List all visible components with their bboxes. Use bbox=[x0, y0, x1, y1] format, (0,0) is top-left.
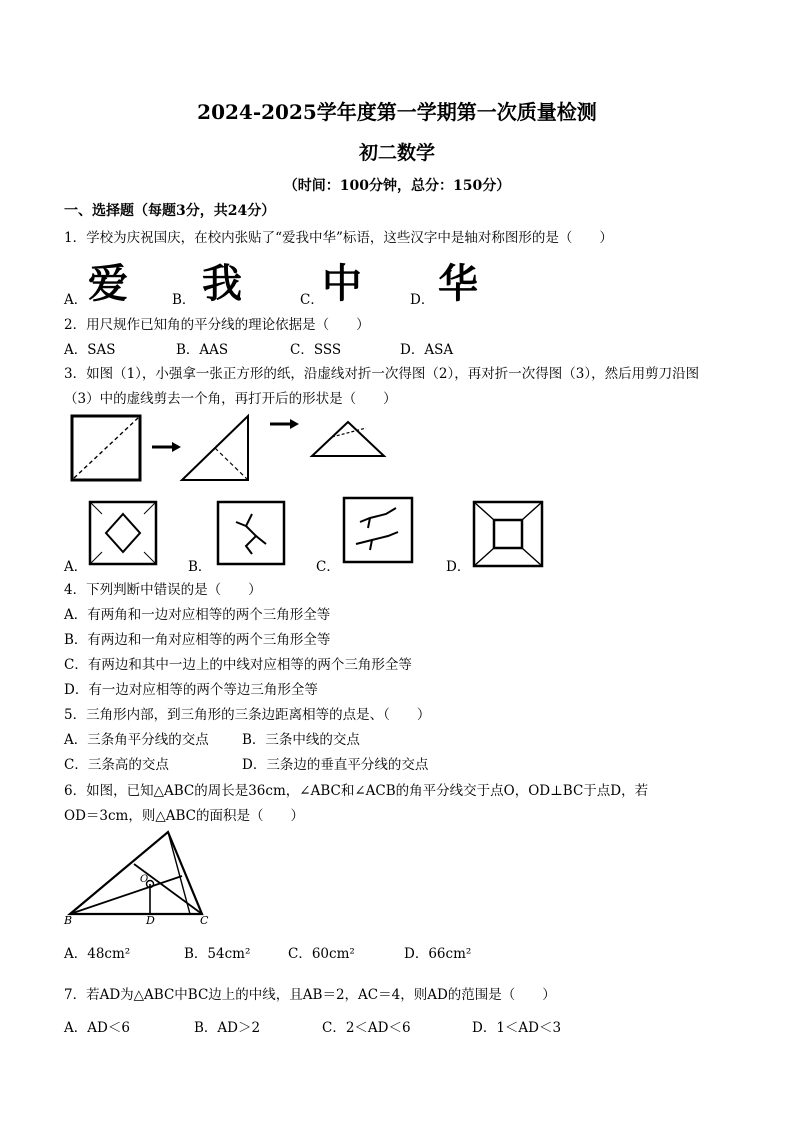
label-c: C bbox=[200, 914, 209, 926]
q4-option-d: D．有一边对应相等的两个等边三角形全等 bbox=[64, 682, 318, 698]
question-3-stem-line2: （3）中的虚线剪去一个角，再打开后的形状是（ ） bbox=[64, 391, 397, 407]
q2-option-d: D．ASA bbox=[400, 342, 454, 358]
exam-subject: 初二数学 bbox=[358, 142, 435, 164]
q1-option-d-label: D． bbox=[410, 292, 435, 308]
q7-option-d: D．1＜AD＜3 bbox=[472, 1020, 562, 1036]
q5-option-a: A．三条角平分线的交点 bbox=[64, 732, 209, 748]
question-6-stem-line1: 6．如图，已知△ABC的周长是36cm，∠ABC和∠ACB的角平分线交于点O，OD⊥BC于点D，若 bbox=[64, 783, 649, 799]
exam-meta: （时间：100分钟，总分：150分） bbox=[283, 178, 511, 194]
q3-option-a-figure bbox=[88, 500, 158, 566]
q7-option-a: A．AD＜6 bbox=[64, 1020, 130, 1036]
q3-option-b-label: B． bbox=[188, 559, 212, 575]
fold-figure-2 bbox=[178, 412, 254, 484]
exam-title: 2024-2025学年度第一学期第一次质量检测 bbox=[197, 100, 597, 124]
q3-option-a-label: A． bbox=[64, 559, 88, 575]
q3-option-c-figure bbox=[342, 496, 414, 564]
q4-option-c: C．有两边和其中一边上的中线对应相等的两个三角形全等 bbox=[64, 657, 412, 673]
fold-figure-1 bbox=[70, 414, 142, 482]
q1-option-c-char: 中 bbox=[322, 261, 362, 307]
q6-option-b: B．54cm² bbox=[184, 946, 251, 962]
question-2-stem: 2．用尺规作已知角的平分线的理论依据是（ ） bbox=[64, 317, 370, 333]
question-7-stem: 7．若AD为△ABC中BC边上的中线，且AB＝2，AC＝4，则AD的范围是（ ） bbox=[64, 987, 556, 1003]
section-heading: 一、选择题（每题3分，共24分） bbox=[64, 203, 276, 219]
q1-option-c-label: C． bbox=[300, 292, 324, 308]
q2-option-b: B．AAS bbox=[176, 342, 229, 358]
q2-option-a: A．SAS bbox=[64, 342, 116, 358]
q3-option-d-label: D． bbox=[446, 559, 471, 575]
q1-option-b-char: 我 bbox=[202, 261, 242, 307]
q3-option-d-figure bbox=[472, 500, 544, 568]
label-b: B bbox=[64, 914, 73, 926]
q4-option-b: B．有两边和一角对应相等的两个三角形全等 bbox=[64, 632, 331, 648]
question-1-stem: 1．学校为庆祝国庆，在校内张贴了“爱我中华”标语，这些汉字中是轴对称图形的是（ ） bbox=[64, 230, 613, 246]
question-5-stem: 5．三角形内部，到三角形的三条边距离相等的点是、（ ） bbox=[64, 707, 431, 723]
q7-option-c: C．2＜AD＜6 bbox=[322, 1020, 411, 1036]
fold-arrow-2 bbox=[268, 418, 300, 430]
q6-option-d: D．66cm² bbox=[404, 946, 472, 962]
label-d: D bbox=[146, 914, 155, 926]
q4-option-a: A．有两角和一边对应相等的两个三角形全等 bbox=[64, 607, 331, 623]
q5-option-b: B．三条中线的交点 bbox=[242, 732, 360, 748]
q6-option-a: A．48cm² bbox=[64, 946, 131, 962]
q1-option-b-label: B． bbox=[172, 292, 196, 308]
q1-option-a-char: 爱 bbox=[88, 261, 128, 307]
question-3-stem-line1: 3．如图（1），小强拿一张正方形的纸，沿虚线对折一次得图（2），再对折一次得图（3），然后用剪刀沿图 bbox=[64, 366, 700, 382]
q3-option-b-figure bbox=[216, 500, 286, 566]
q1-option-a-label: A． bbox=[64, 292, 88, 308]
fold-figure-3 bbox=[308, 416, 388, 460]
triangle-figure bbox=[62, 826, 210, 926]
q7-option-b: B．AD＞2 bbox=[194, 1020, 261, 1036]
q3-option-c-label: C． bbox=[316, 559, 340, 575]
q5-option-c: C．三条高的交点 bbox=[64, 757, 169, 773]
q6-option-c: C．60cm² bbox=[288, 946, 355, 962]
label-o: O bbox=[140, 874, 149, 885]
q2-option-c: C．SSS bbox=[290, 342, 342, 358]
q5-option-d: D．三条边的垂直平分线的交点 bbox=[242, 757, 429, 773]
q1-option-d-char: 华 bbox=[438, 261, 478, 307]
question-6-stem-line2: OD＝3cm，则△ABC的面积是（ ） bbox=[64, 808, 304, 824]
question-4-stem: 4．下列判断中错误的是（ ） bbox=[64, 582, 262, 598]
